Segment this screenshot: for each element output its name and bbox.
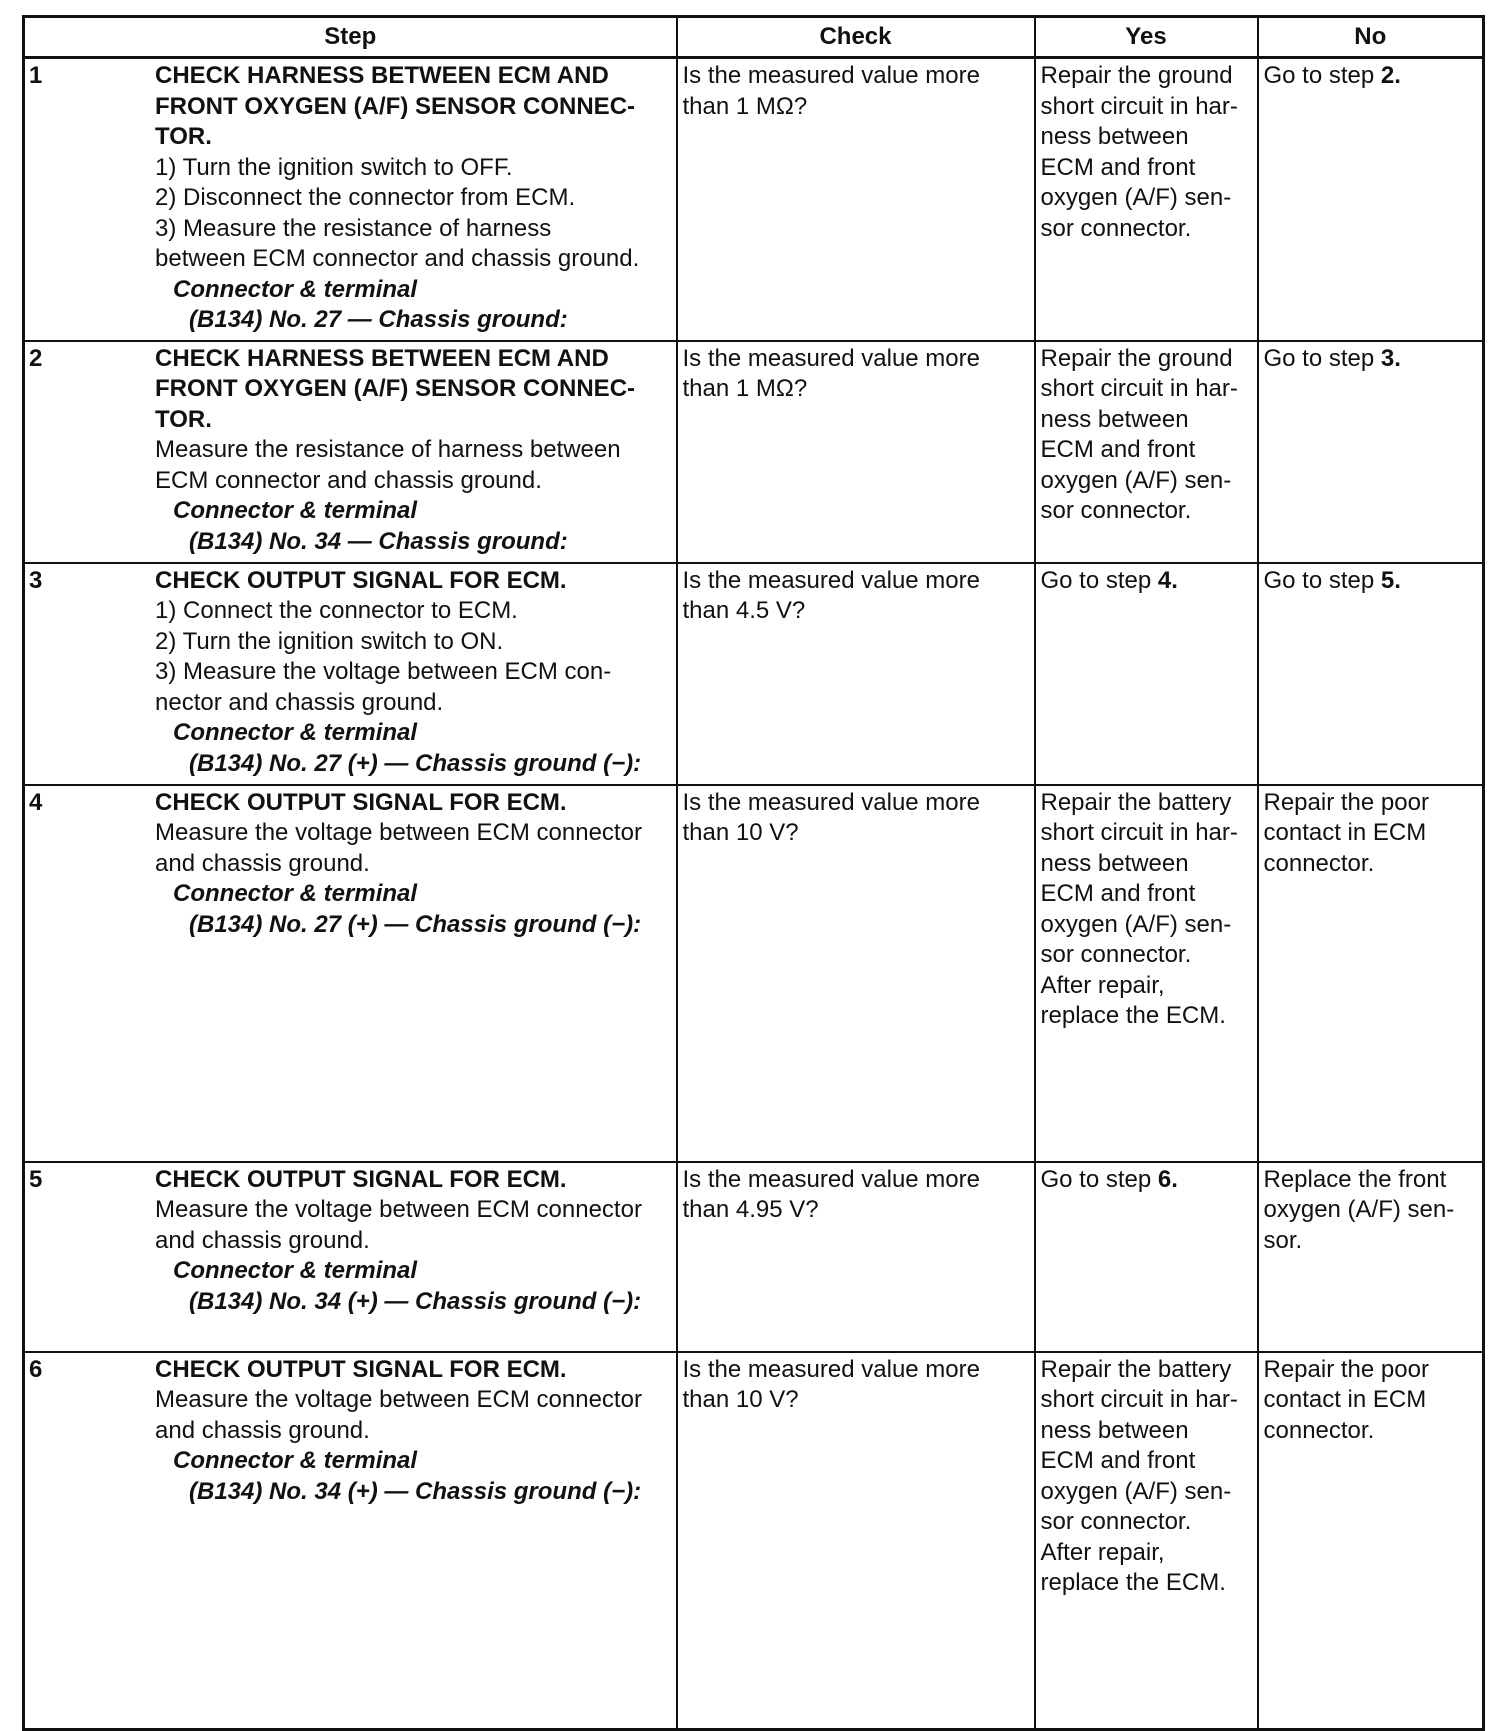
yes-line: sor connector.: [1040, 941, 1192, 968]
step-title-line: TOR.: [155, 405, 212, 433]
check-line: Is the measured value more: [682, 566, 980, 594]
connector-label: Connector & terminal: [173, 719, 418, 746]
goto-text: Go to step: [1263, 344, 1381, 372]
yes-line: ness between: [1040, 123, 1189, 150]
step-cell: [24, 785, 677, 1162]
no-line: sor.: [1263, 1226, 1303, 1254]
goto-step: [1041, 566, 1252, 597]
check-line: than 10 V?: [682, 819, 799, 846]
yes-line: ECM and front: [1040, 1447, 1196, 1474]
yes-line: ECM and front: [1040, 153, 1196, 181]
step-title-line: CHECK HARNESS BETWEEN ECM AND: [155, 62, 609, 89]
instruction-line: Measure the resistance of harness between: [155, 436, 621, 463]
no-line: Repair the poor: [1263, 788, 1429, 816]
check-line: than 10 V?: [682, 1386, 799, 1413]
no-line: contact in ECM: [1263, 1386, 1427, 1413]
instruction-line: Measure the voltage between ECM connector: [155, 1196, 642, 1223]
step-title-line: TOR.: [155, 123, 212, 150]
yes-line: oxygen (A/F) sen-: [1040, 1477, 1232, 1505]
goto-text: Go to step: [1263, 62, 1381, 89]
instruction-line: ECM connector and chassis ground.: [155, 466, 542, 494]
check-line: than 1 MΩ?: [682, 92, 808, 120]
no-line: Repair the poor: [1263, 1355, 1429, 1383]
step-number: 1: [29, 62, 43, 89]
instruction-line: 3) Measure the resistance of harness: [155, 214, 552, 242]
goto-text: Go to step: [1263, 566, 1381, 594]
connector-label: Connector & terminal: [173, 275, 418, 303]
yes-cell: [1035, 563, 1258, 785]
check-line: Is the measured value more: [682, 788, 980, 816]
check-cell: [677, 1352, 1035, 1730]
goto-step-number: 6.: [1157, 1165, 1178, 1193]
yes-line: oxygen (A/F) sen-: [1040, 910, 1232, 938]
check-line: Is the measured value more: [682, 1165, 980, 1193]
header-check: Check: [677, 17, 1035, 58]
goto-text: Go to step: [1040, 566, 1158, 594]
yes-line: ECM and front: [1040, 880, 1196, 907]
step-number: 4: [29, 788, 43, 816]
no-line: connector.: [1263, 1416, 1375, 1444]
instruction-line: nector and chassis ground.: [155, 688, 444, 716]
header-yes: Yes: [1035, 17, 1258, 58]
goto-step: [1264, 61, 1478, 92]
goto-step: [1264, 344, 1478, 375]
instruction-line: Measure the voltage between ECM connector: [155, 819, 642, 846]
yes-cell: [1035, 1352, 1258, 1730]
instruction-line: Measure the voltage between ECM connector: [155, 1386, 642, 1413]
header-row: [24, 17, 1484, 58]
header-no: No: [1258, 17, 1484, 58]
step-cell: [24, 341, 677, 563]
step-cell: [24, 1352, 677, 1730]
connector-label: Connector & terminal: [173, 880, 418, 907]
connector-spec: (B134) No. 34 (+) — Chassis ground (−):: [189, 1477, 642, 1505]
no-cell: [1258, 1352, 1484, 1730]
goto-step-number: 3.: [1380, 344, 1401, 372]
yes-line: ECM and front: [1040, 436, 1196, 463]
goto-step: [1264, 566, 1478, 597]
check-cell: [677, 563, 1035, 785]
step-number: 3: [29, 566, 43, 594]
connector-label: Connector & terminal: [173, 1447, 418, 1474]
no-line: connector.: [1263, 849, 1375, 877]
yes-line: Repair the battery: [1040, 788, 1232, 816]
step-number: 5: [29, 1165, 43, 1193]
step-number: 6: [29, 1355, 43, 1383]
table-row: [24, 1352, 1484, 1730]
connector-spec: (B134) No. 27 — Chassis ground:: [189, 306, 568, 333]
yes-line: Repair the ground: [1040, 344, 1233, 372]
goto-step-number: 5.: [1380, 566, 1401, 594]
connector-label: Connector & terminal: [173, 497, 418, 524]
yes-line: short circuit in har-: [1040, 819, 1238, 846]
step-title-line: CHECK OUTPUT SIGNAL FOR ECM.: [155, 788, 567, 816]
step-title-line: FRONT OXYGEN (A/F) SENSOR CONNEC-: [155, 375, 636, 402]
yes-line: short circuit in har-: [1040, 1386, 1238, 1413]
yes-line: oxygen (A/F) sen-: [1040, 466, 1232, 494]
no-cell: [1258, 563, 1484, 785]
goto-step-number: 4.: [1157, 566, 1178, 594]
instruction-line: 1) Turn the ignition switch to OFF.: [155, 153, 513, 181]
yes-line: sor connector.: [1040, 1508, 1192, 1535]
no-line: contact in ECM: [1263, 819, 1427, 846]
diagnostic-table: [22, 15, 1485, 1731]
instruction-line: between ECM connector and chassis ground.: [155, 245, 640, 272]
yes-line: short circuit in har-: [1040, 375, 1238, 402]
header-step: Step: [24, 17, 677, 58]
table-row: [24, 58, 1484, 341]
yes-line: ness between: [1040, 405, 1189, 433]
yes-line: oxygen (A/F) sen-: [1040, 184, 1232, 211]
yes-cell: [1035, 785, 1258, 1162]
step-cell: [24, 1162, 677, 1352]
instruction-line: 1) Connect the connector to ECM.: [155, 597, 518, 624]
yes-line: After repair,: [1040, 971, 1165, 999]
yes-line: short circuit in har-: [1040, 92, 1238, 120]
yes-line: Repair the battery: [1040, 1355, 1232, 1383]
table-row: [24, 785, 1484, 1162]
table-row: [24, 563, 1484, 785]
connector-label: Connector & terminal: [173, 1257, 418, 1284]
step-cell: [24, 58, 677, 341]
step-title-line: CHECK HARNESS BETWEEN ECM AND: [155, 344, 609, 372]
step-title-line: CHECK OUTPUT SIGNAL FOR ECM.: [155, 566, 567, 594]
instruction-line: and chassis ground.: [155, 1226, 370, 1254]
check-cell: [677, 785, 1035, 1162]
no-cell: [1258, 341, 1484, 563]
instruction-line: and chassis ground.: [155, 1416, 370, 1444]
yes-line: sor connector.: [1040, 497, 1192, 524]
yes-cell: [1035, 1162, 1258, 1352]
step-title-line: CHECK OUTPUT SIGNAL FOR ECM.: [155, 1165, 567, 1193]
step-cell: [24, 563, 677, 785]
yes-line: Repair the ground: [1040, 62, 1233, 89]
check-cell: [677, 1162, 1035, 1352]
step-title-line: FRONT OXYGEN (A/F) SENSOR CONNEC-: [155, 92, 636, 120]
no-line: Replace the front: [1263, 1165, 1447, 1193]
yes-cell: [1035, 341, 1258, 563]
table-row: [24, 1162, 1484, 1352]
connector-spec: (B134) No. 34 — Chassis ground:: [189, 527, 568, 555]
table-row: [24, 341, 1484, 563]
step-title-line: CHECK OUTPUT SIGNAL FOR ECM.: [155, 1355, 567, 1383]
goto-step-number: 2.: [1380, 62, 1401, 89]
yes-line: sor connector.: [1040, 214, 1192, 242]
instruction-line: and chassis ground.: [155, 849, 370, 877]
connector-spec: (B134) No. 34 (+) — Chassis ground (−):: [189, 1287, 642, 1315]
no-cell: [1258, 58, 1484, 341]
yes-line: replace the ECM.: [1040, 1002, 1226, 1029]
instruction-line: 2) Turn the ignition switch to ON.: [155, 627, 504, 655]
check-cell: [677, 58, 1035, 341]
check-line: Is the measured value more: [682, 1355, 980, 1383]
yes-line: ness between: [1040, 1416, 1189, 1444]
yes-line: replace the ECM.: [1040, 1569, 1226, 1596]
check-line: than 1 MΩ?: [682, 375, 808, 402]
yes-line: ness between: [1040, 849, 1189, 877]
no-line: oxygen (A/F) sen-: [1263, 1196, 1455, 1223]
instruction-line: 2) Disconnect the connector from ECM.: [155, 184, 576, 211]
yes-line: After repair,: [1040, 1538, 1165, 1566]
check-line: Is the measured value more: [682, 62, 980, 89]
connector-spec: (B134) No. 27 (+) — Chassis ground (−):: [189, 910, 642, 938]
check-line: than 4.5 V?: [682, 597, 806, 624]
goto-text: Go to step: [1040, 1165, 1158, 1193]
no-cell: [1258, 785, 1484, 1162]
yes-cell: [1035, 58, 1258, 341]
step-number: 2: [29, 344, 43, 372]
goto-step: [1041, 1165, 1252, 1196]
check-line: Is the measured value more: [682, 344, 980, 372]
no-cell: [1258, 1162, 1484, 1352]
check-line: than 4.95 V?: [682, 1196, 819, 1223]
instruction-line: 3) Measure the voltage between ECM con-: [155, 658, 612, 685]
connector-spec: (B134) No. 27 (+) — Chassis ground (−):: [189, 749, 642, 777]
check-cell: [677, 341, 1035, 563]
